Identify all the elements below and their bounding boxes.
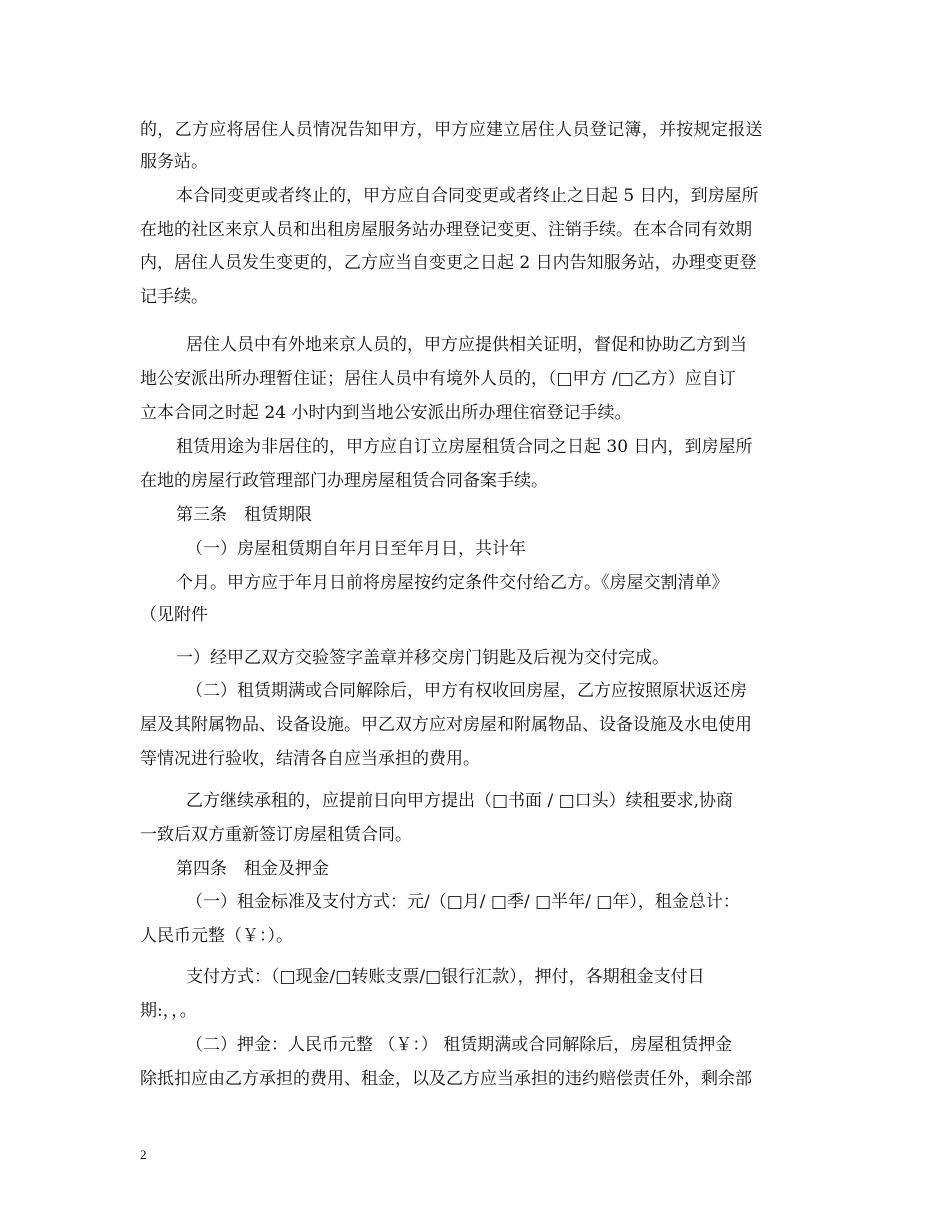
section-heading: 第三条 租赁期限 — [176, 505, 312, 525]
text-line: 人民币元整（￥：）。 — [140, 926, 293, 946]
text-line: 个月。甲方应于年月日前将房屋按约定条件交付给乙方。《房屋交割清单》 — [176, 573, 729, 593]
text-line: 支付方式：（□现金/□转账支票/□银行汇款），押付，各期租金支付日 — [186, 967, 705, 987]
text-line: （二）租赁期满或合同解除后，甲方有权收回房屋，乙方应按照原状返还房 — [186, 681, 747, 701]
text-line: 地公安派出所办理暂住证；居住人员中有境外人员的，（□甲方 /□乙方）应自订 — [140, 369, 736, 389]
text-line: 内，居住人员发生变更的，乙方应当自变更之日起 2 日内告知服务站，办理变更登 — [140, 253, 757, 273]
text-line: 租赁用途为非居住的，甲方应自订立房屋租赁合同之日起 30 日内，到房屋所 — [176, 437, 753, 457]
text-line: 等情况进行验收，结清各自应当承担的费用。 — [140, 749, 480, 769]
text-line: 的，乙方应将居住人员情况告知甲方，甲方应建立居住人员登记簿，并按规定报送 — [140, 120, 763, 140]
page-number: 2 — [140, 1147, 147, 1162]
text-line: （一）租金标准及支付方式：元/（□月/ □季/ □半年/ □年），租金总计： — [186, 892, 740, 912]
text-line: 屋及其附属物品、设备设施。甲乙双方应对房屋和附属物品、设备设施及水电使用 — [140, 715, 752, 735]
text-line: （一）房屋租赁期自年月日至年月日，共计年 — [186, 539, 526, 559]
text-line: 记手续。 — [140, 287, 208, 307]
text-line: 除抵扣应由乙方承担的费用、租金，以及乙方应当承担的违约赔偿责任外，剩余部 — [140, 1069, 752, 1089]
text-line: 在地的社区来京人员和出租房屋服务站办理登记变更、注销手续。在本合同有效期 — [140, 220, 752, 240]
text-line: 一）经甲乙双方交验签字盖章并移交房门钥匙及后视为交付完成。 — [176, 648, 669, 668]
text-line: 立本合同之时起 24 小时内到当地公安派出所办理住宿登记手续。 — [140, 403, 632, 423]
text-line: 一致后双方重新签订房屋租赁合同。 — [140, 825, 412, 845]
text-line: 期:，，。 — [140, 1001, 197, 1021]
text-line: （见附件 — [140, 605, 208, 625]
text-line: 居住人员中有外地来京人员的，甲方应提供相关证明，督促和协助乙方到当 — [186, 335, 747, 355]
text-line: 服务站。 — [140, 152, 208, 172]
text-line: 在地的房屋行政管理部门办理房屋租赁合同备案手续。 — [140, 471, 548, 491]
text-line: （二）押金：人民币元整 （￥：） 租赁期满或合同解除后，房屋租赁押金 — [186, 1035, 733, 1055]
text-line: 本合同变更或者终止的，甲方应自合同变更或者终止之日起 5 日内，到房屋所 — [176, 186, 759, 206]
text-line: 乙方继续承租的，应提前日向甲方提出（□书面 / □口头）续租要求,协商 — [186, 791, 734, 811]
section-heading: 第四条 租金及押金 — [176, 859, 329, 879]
